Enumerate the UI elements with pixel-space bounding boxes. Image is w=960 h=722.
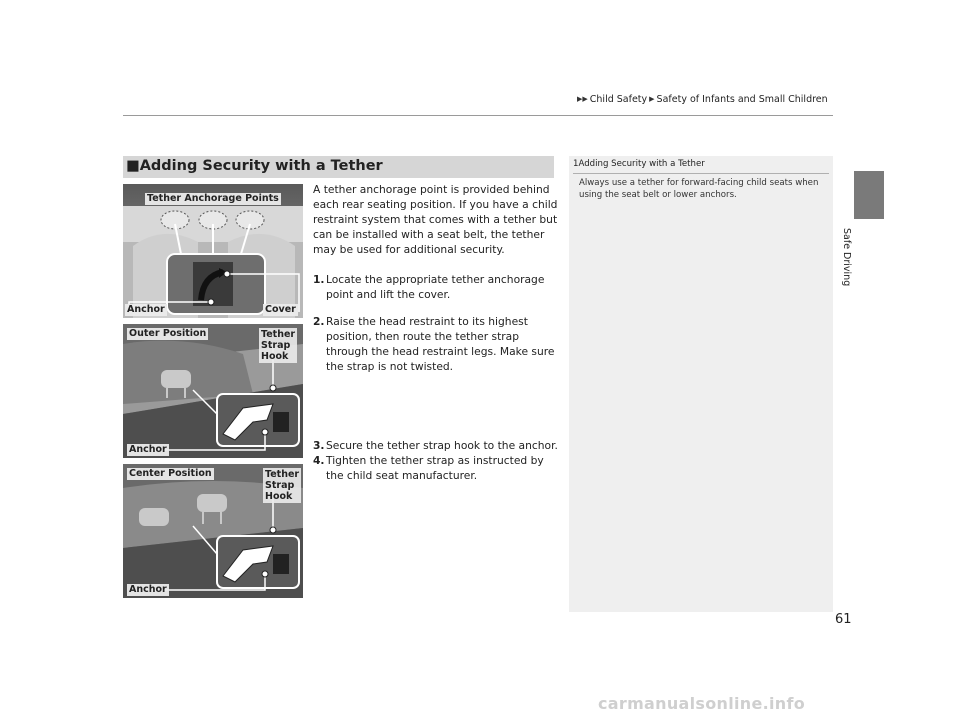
step-1: 1. Locate the appropriate tether anchorage point and lift the cover. [313,273,545,301]
step-2: 2. Raise the head restraint to its highest position, then route the tether strap through the head restraint legs. Make sure the strap is not twisted. [313,315,555,373]
label-anchor: Anchor [127,304,165,315]
label-tether-strap-hook: Tether Strap Hook [265,469,300,502]
chapter-label: Safe Driving [841,228,852,287]
label-anchor: Anchor [129,444,167,455]
note-divider [573,173,829,174]
note-marker-icon: 1 [573,159,579,169]
label-tether-anchorage-points: Tether Anchorage Points [147,193,279,204]
figure-center-position [123,464,303,598]
body-text [313,182,558,483]
breadcrumb-item-infants[interactable]: Safety of Infants and Small Children [656,94,828,105]
breadcrumb [575,94,828,105]
note-text: Always use a tether for forward-facing child seats when using the seat belt or lower anchors. [579,178,819,200]
chapter-tab[interactable] [854,171,884,219]
label-outer-position: Outer Position [129,328,207,339]
breadcrumb-item-child-safety[interactable]: Child Safety [589,94,648,105]
step-4: 4. Tighten the tether strap as instructed by the child seat manufacturer. [313,454,544,482]
note-title: 1Adding Security with a Tether [573,159,705,169]
breadcrumb-arrow-icon: ▶▶ [577,95,588,103]
step-3: 3. Secure the tether strap hook to the anchor. [313,439,558,452]
page-number: 61 [835,612,852,627]
label-center-position: Center Position [129,468,212,479]
watermark: carmanualsonline.info [598,694,806,713]
intro-paragraph: A tether anchorage point is provided behind each rear seating position. If you have a child restraint system that comes with a tether but can be installed with a seat belt, the tether may be used for additional security. [313,183,558,256]
header-divider [123,115,833,116]
label-anchor: Anchor [129,584,167,595]
square-bullet-icon: ■ [126,158,140,174]
figure-tether-anchorage-points [123,184,303,318]
section-title: ■Adding Security with a Tether [126,158,383,174]
breadcrumb-arrow-icon: ▶ [649,95,655,103]
label-tether-strap-hook: Tether Strap Hook [261,329,296,362]
figure-outer-position [123,324,303,458]
note-panel [569,156,833,612]
label-cover: Cover [265,304,296,315]
